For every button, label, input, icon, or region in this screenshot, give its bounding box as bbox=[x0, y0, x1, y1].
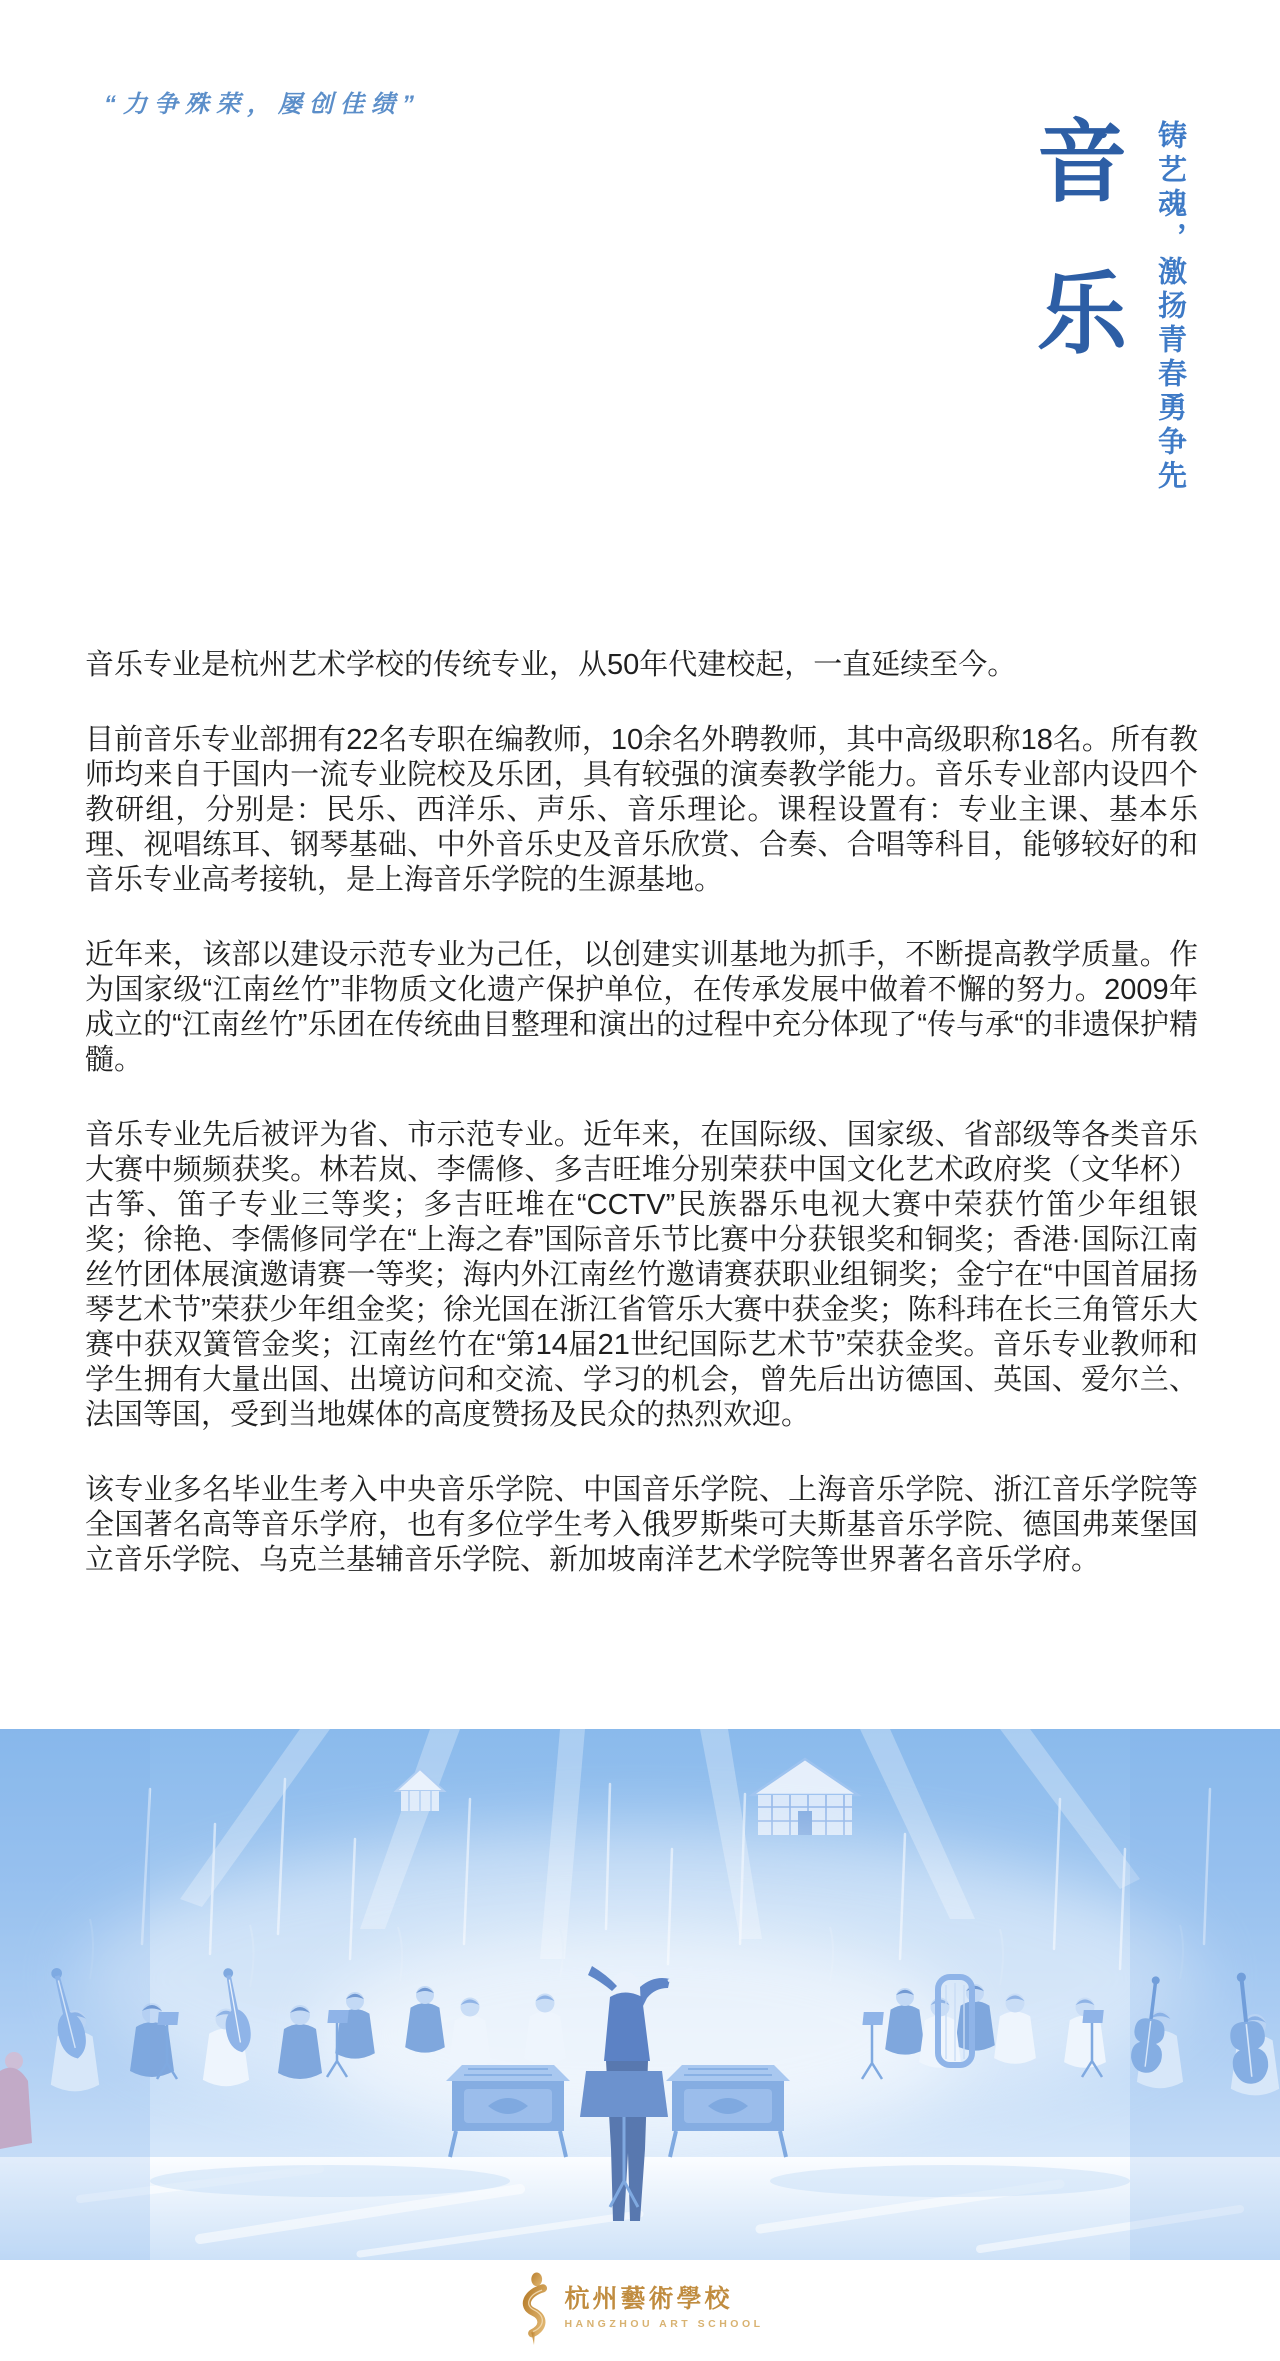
paragraph-graduates: 该专业多名毕业生考入中央音乐学院、中国音乐学院、上海音乐学院、浙江音乐学院等全国著名高等音乐学府，也有多位学生考入俄罗斯柴可夫斯基音乐学院、德国弗莱堡国立音乐学院、乌克兰基辅音乐学院、新加坡南洋艺术学院等世界著名音乐学府。 bbox=[85, 1474, 1198, 1576]
title-char-yue: 乐 bbox=[1037, 265, 1127, 365]
slogan-vertical: 铸艺魂，激扬青春勇争先 bbox=[1154, 120, 1186, 494]
paragraph-awards: 音乐专业先后被评为省、市示范专业。近年来，在国际级、国家级、省部级等各类音乐大赛中频频获奖。林若岚、李儒修、多吉旺堆分别荣获中国文化艺术政府奖（文华杯）古筝、笛子专业三等奖；多吉旺堆在“CCTV”民族器乐电视大赛中荣获竹笛少年组银奖；徐艳、李儒修同学在“上海之春”国际音乐节比赛中分获银奖和铜奖；香港·国际江南丝竹团体展演邀请赛一等奖；海内外江南丝竹邀请赛获职业组铜奖；金宁在“中国首届扬琴艺术节”荣获少年组金奖；徐光国在浙江省管乐大赛中获金奖；陈科玮在长三角管乐大赛中获双簧管金奖；江南丝竹在“第14届21世纪国际艺术节”荣获金奖。音乐专业教师和学生拥有大量出国、出境访问和交流、学习的机会，曾先后出访德国、英国、爱尔兰、法国等国，受到当地媒体的高度赞扬及民众的热烈欢迎。 bbox=[85, 1119, 1198, 1431]
school-name-en: HANGZHOU ART SCHOOL bbox=[564, 2317, 764, 2330]
performance-photo bbox=[0, 1729, 1280, 2260]
motto-quote: “力争殊荣，屡创佳绩” bbox=[104, 91, 421, 118]
page-title-vertical bbox=[1036, 113, 1128, 365]
school-name-cn: 杭州藝術學校 bbox=[564, 2286, 733, 2313]
music-note-ribbon-icon bbox=[516, 2272, 552, 2346]
article-body bbox=[85, 648, 1198, 1578]
school-logo-texts bbox=[564, 2286, 763, 2330]
paragraph-faculty: 目前音乐专业部拥有22名专职在编教师，10余名外聘教师，其中高级职称18名。所有教师均来自于国内一流专业院校及乐团，具有较强的演奏教学能力。音乐专业部内设四个教研组，分别是：民乐、西洋乐、声乐、音乐理论。课程设置有：专业主课、基本乐理、视唱练耳、钢琴基础、中外音乐史及音乐欣赏、合奏、合唱等科目，能够较好的和音乐专业高考接轨，是上海音乐学院的生源基地。 bbox=[85, 724, 1198, 896]
school-logo bbox=[0, 2272, 1280, 2346]
paragraph-intro: 音乐专业是杭州艺术学校的传统专业，从50年代建校起，一直延续至今。 bbox=[85, 649, 1017, 681]
paragraph-heritage: 近年来，该部以建设示范专业为己任，以创建实训基地为抓手，不断提高教学质量。作为国家级“江南丝竹”非物质文化遗产保护单位，在传承发展中做着不懈的努力。2009年成立的“江南丝竹”乐团在传统曲目整理和演出的过程中充分体现了“传与承“的非遗保护精髓。 bbox=[85, 939, 1198, 1076]
title-char-yin: 音 bbox=[1037, 113, 1127, 213]
